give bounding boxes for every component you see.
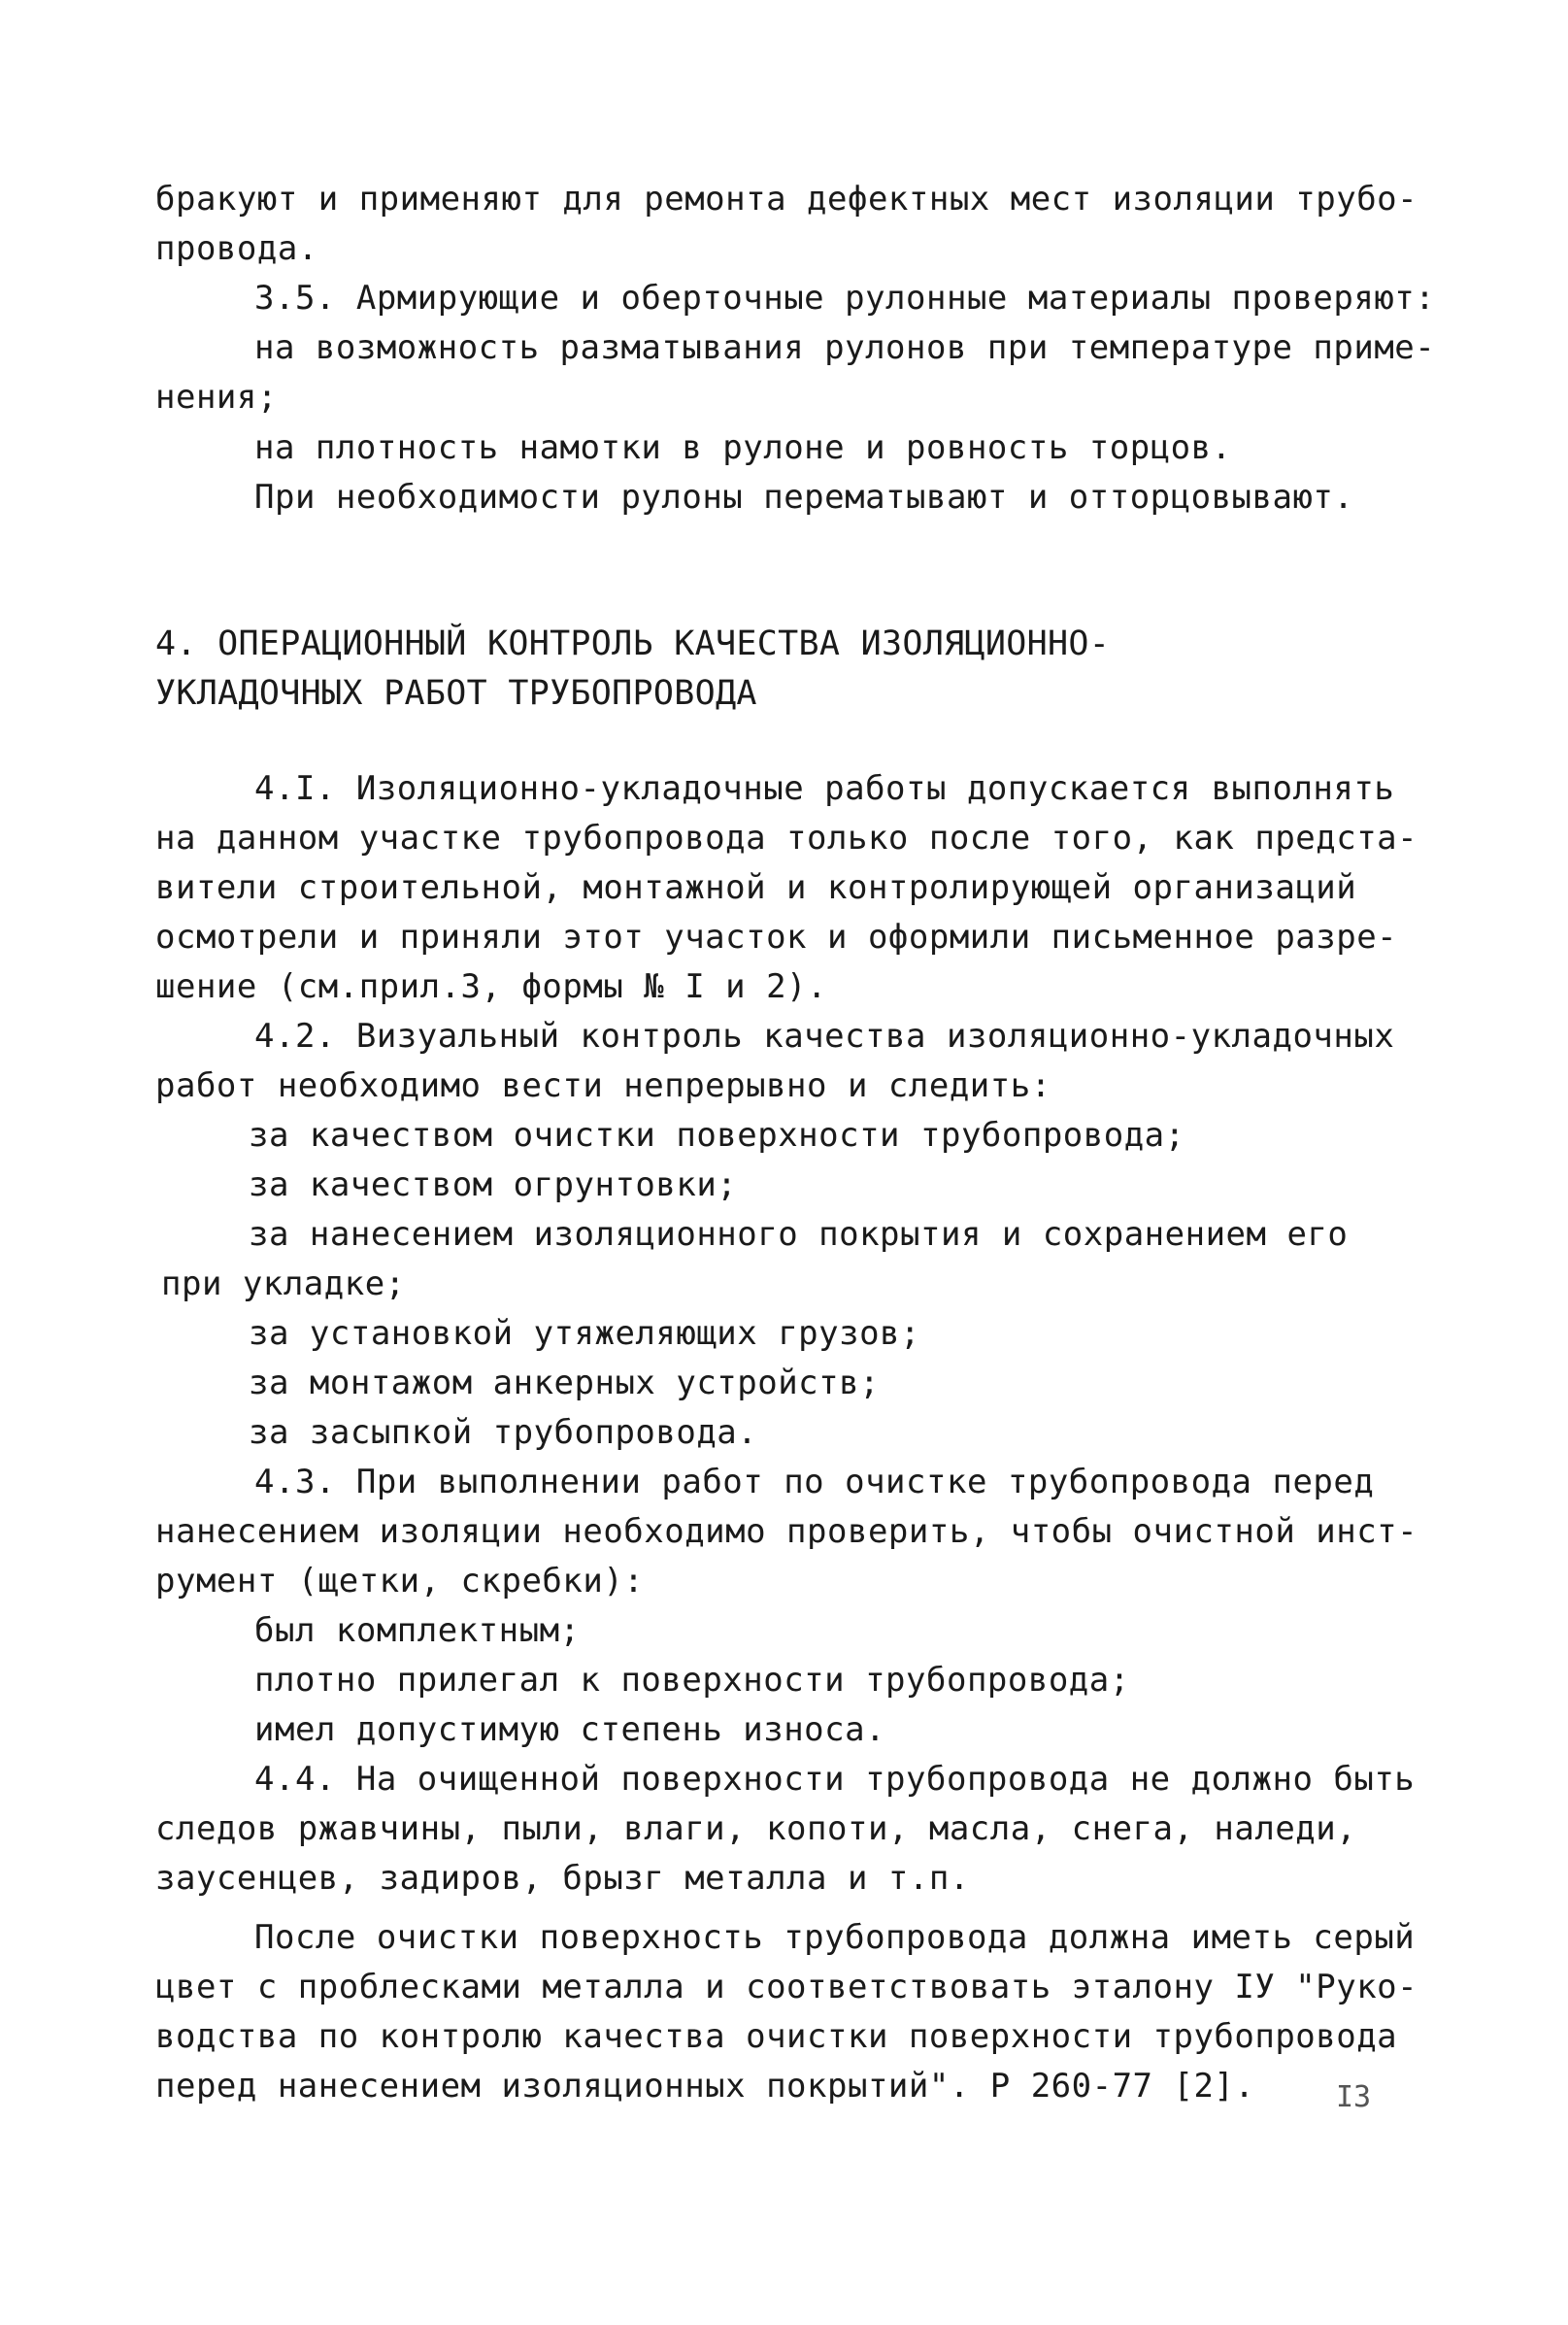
text-line: При необходимости рулоны перематывают и отторцовывают. [254, 478, 1354, 517]
text-line: при укладке; [161, 1264, 406, 1303]
text-line: осмотрели и приняли этот участок и оформили письменное разре- [155, 918, 1398, 957]
paragraph-3-5-line: 3.5. Армирующие и оберточные рулонные материалы проверяют: [254, 279, 1436, 318]
list-item-line: за засыпкой трубопровода. [249, 1413, 758, 1452]
page-number: I3 [1336, 2080, 1372, 2114]
list-item-line: за установкой утяжеляющих грузов; [249, 1314, 921, 1353]
text-line: бракуют и применяют для ремонта дефектных мест изоляции трубо- [155, 180, 1418, 219]
list-item-line: за нанесением изоляционного покрытия и сохранением его [249, 1215, 1349, 1254]
text-line: цвет с проблесками металла и соответствовать эталону IУ "Руко- [155, 1968, 1418, 2006]
section-heading: 4. ОПЕРАЦИОННЫЙ КОНТРОЛЬ КАЧЕСТВА ИЗОЛЯЦИОННО- [155, 624, 1111, 663]
text-line: вители строительной, монтажной и контролирующей организаций [155, 868, 1357, 907]
text-line: нения; [155, 378, 278, 417]
list-item-line: на плотность намотки в рулоне и ровность торцов. [254, 428, 1232, 467]
paragraph-4-4-line: 4.4. На очищенной поверхности трубопровода не должно быть [254, 1760, 1416, 1799]
list-item-line: плотно прилегал к поверхности трубопровода; [254, 1661, 1130, 1700]
text-line: заусенцев, задиров, брызг металла и т.п. [155, 1859, 970, 1898]
paragraph-line: После очистки поверхность трубопровода должна иметь серый [254, 1918, 1416, 1957]
section-heading: УКЛАДОЧНЫХ РАБОТ ТРУБОПРОВОДА [155, 674, 757, 713]
text-line: румент (щетки, скребки): [155, 1562, 645, 1601]
list-item-line: за монтажом анкерных устройств; [249, 1364, 881, 1402]
text-line: работ необходимо вести непрерывно и следить: [155, 1066, 1051, 1105]
list-item-line: имел допустимую степень износа. [254, 1710, 886, 1749]
text-line: перед нанесением изоляционных покрытий". Р 260-77 [2]. [155, 2067, 1255, 2106]
list-item-line: за качеством огрунтовки; [249, 1165, 738, 1204]
text-line: провода. [155, 229, 318, 268]
text-line: водства по контролю качества очистки поверхности трубопровода [155, 2017, 1398, 2056]
text-line: шение (см.прил.3, формы № I и 2). [155, 967, 828, 1006]
paragraph-4-1-line: 4.I. Изоляционно-укладочные работы допускается выполнять [254, 769, 1395, 808]
paragraph-4-2-line: 4.2. Визуальный контроль качества изоляционно-укладочных [254, 1017, 1395, 1056]
text-line: на данном участке трубопровода только после того, как предста- [155, 819, 1418, 858]
paragraph-4-3-line: 4.3. При выполнении работ по очистке трубопровода перед [254, 1463, 1375, 1501]
text-line: следов ржавчины, пыли, влаги, копоти, масла, снега, наледи, [155, 1809, 1357, 1848]
list-item-line: за качеством очистки поверхности трубопровода; [249, 1116, 1185, 1155]
list-item-line: был комплектным; [254, 1611, 581, 1650]
list-item-line: на возможность разматывания рулонов при температуре приме- [254, 328, 1436, 367]
text-line: нанесением изоляции необходимо проверить, чтобы очистной инст- [155, 1512, 1418, 1551]
